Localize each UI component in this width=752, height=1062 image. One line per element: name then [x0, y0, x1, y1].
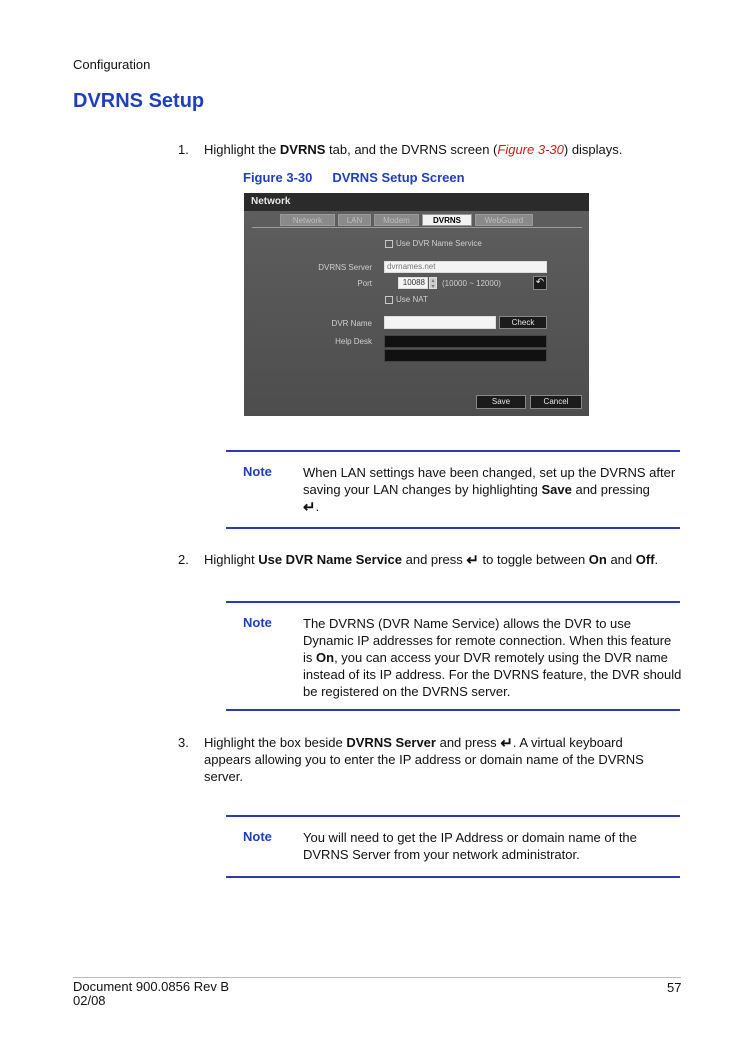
figure-name: DVRNS Setup Screen [332, 170, 465, 185]
text-run: Highlight the box beside [204, 735, 347, 750]
step-text [204, 141, 664, 158]
text-run: and [606, 552, 636, 567]
tab-bar [280, 214, 533, 226]
port-range: (10000 ~ 12000) [442, 279, 501, 288]
page-title: DVRNS Setup [73, 90, 205, 112]
text-run: tab, and the DVRNS screen ( [325, 142, 498, 157]
note-rule-bottom [226, 876, 680, 878]
document-date: 02/08 [73, 993, 106, 1008]
note-label: Note [243, 464, 272, 479]
enter-key-icon: ↵ [466, 552, 479, 570]
note-rule-bottom [226, 527, 680, 529]
text-run: , you can access your DVR remotely using the DVR name instead of its IP address. For the DVRNS feature, the DVR should be registered on the DVRNS server. [303, 650, 682, 699]
step-number: 1. [178, 142, 189, 157]
text-run: . [315, 499, 320, 514]
dvrns-server-input[interactable]: dvrnames.net [384, 261, 547, 273]
bold-run: On [316, 650, 335, 665]
window-title: Network [244, 193, 589, 211]
bold-run: DVRNS [279, 142, 326, 157]
note-label: Note [243, 615, 272, 630]
step-1 [178, 141, 678, 161]
figure-caption [243, 170, 465, 185]
note-rule-top [226, 601, 680, 603]
step-2 [178, 551, 698, 571]
text-run: The DVRNS (DVR Name Service) allows the DVR to use Dynamic IP addresses for remote connection. When this feature is [303, 616, 672, 665]
dvr-name-input[interactable] [384, 316, 496, 329]
note-text [303, 464, 683, 515]
dvrns-setup-screen [244, 193, 589, 416]
note-rule-top [226, 450, 680, 452]
enter-key-icon: ↵ [500, 735, 513, 753]
text-run: to toggle between [478, 552, 589, 567]
footer-doc-info [73, 980, 229, 1008]
tab-webguard[interactable]: WebGuard [475, 214, 533, 226]
bold-run: Save [541, 482, 572, 497]
bold-run: Off [635, 552, 655, 567]
port-spinner[interactable]: ▴ ▾ [429, 277, 437, 289]
text-run: Highlight [204, 552, 259, 567]
undo-arrow-icon[interactable]: ↶ [533, 276, 547, 290]
check-button[interactable]: Check [499, 316, 547, 329]
step-text [204, 551, 704, 568]
text-run: and pressing [571, 482, 650, 497]
dvr-name-label: DVR Name [331, 319, 372, 328]
document-number: Document 900.0856 Rev B [73, 979, 230, 994]
tab-lan[interactable]: LAN [338, 214, 371, 226]
port-label: Port [357, 279, 372, 288]
text-run: ) displays. [563, 142, 623, 157]
help-desk-field-2 [384, 349, 547, 362]
save-button[interactable]: Save [476, 395, 526, 409]
section-label: Configuration [73, 57, 151, 72]
port-input[interactable]: 10088 [398, 277, 428, 289]
footer-divider [73, 977, 681, 978]
step-3 [178, 734, 678, 794]
cancel-button[interactable]: Cancel [530, 395, 582, 409]
note-text [303, 615, 683, 700]
bold-run: Use DVR Name Service [258, 552, 403, 567]
use-nat-label: Use NAT [396, 295, 428, 304]
dvrns-server-label: DVRNS Server [318, 263, 372, 272]
bold-run: On [588, 552, 607, 567]
text-run: . A virtual keyboard appears allowing you to enter the IP address or domain name of the DVRNS server. [204, 735, 644, 784]
note-rule-bottom [226, 709, 680, 711]
tab-divider [252, 227, 582, 228]
tab-network[interactable]: Network [280, 214, 335, 226]
page-number: 57 [667, 980, 682, 995]
step-number: 3. [178, 735, 189, 750]
use-dvr-name-service-label: Use DVR Name Service [396, 239, 482, 248]
bold-run: DVRNS Server [346, 735, 436, 750]
tab-modem[interactable]: Modem [374, 214, 419, 226]
figure-reference-link[interactable]: Figure 3-30 [497, 142, 564, 157]
text-run: and press [402, 552, 467, 567]
text-run: When LAN settings have been changed, set up the DVRNS after saving your LAN changes by highlighting [303, 465, 676, 497]
tab-dvrns[interactable]: DVRNS [422, 214, 472, 226]
text-run: and press [435, 735, 501, 750]
help-desk-field-1 [384, 335, 547, 348]
step-number: 2. [178, 552, 189, 567]
note-text: You will need to get the IP Address or domain name of the DVRNS Server from your network administrator. [303, 830, 637, 862]
figure-number: Figure 3-30 [243, 170, 313, 185]
text-run: . [654, 552, 659, 567]
note-rule-top [226, 815, 680, 817]
use-dvr-name-service-checkbox[interactable] [385, 240, 393, 248]
use-nat-checkbox[interactable] [385, 296, 393, 304]
note-label: Note [243, 829, 272, 844]
help-desk-label: Help Desk [335, 337, 372, 346]
step-text [204, 734, 659, 785]
enter-key-icon: ↵ [303, 499, 316, 517]
text-run: Highlight the [204, 142, 280, 157]
